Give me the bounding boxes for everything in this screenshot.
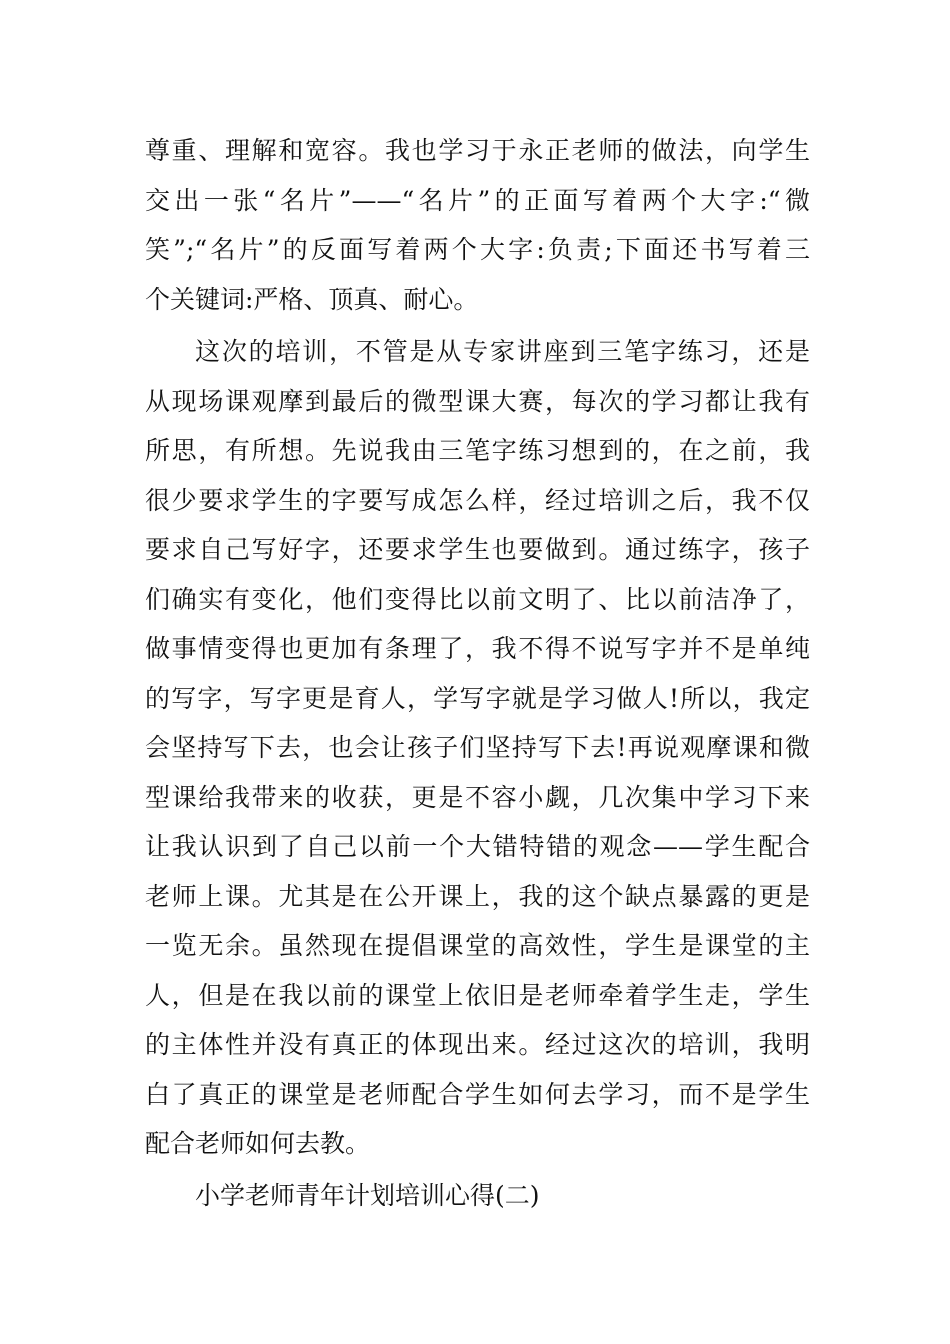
text-line: 型课给我带来的收获，更是不容小觑，几次集中学习下来 — [145, 782, 810, 812]
text-line: 笑”;“名片”的反面写着两个大字:负责;下面还书写着三 — [145, 235, 810, 264]
text-line: 白了真正的课堂是老师配合学生如何去学习，而不是学生 — [145, 1079, 810, 1109]
text-line: 的主体性并没有真正的体现出来。经过这次的培训，我明 — [145, 1030, 810, 1059]
text-line: 们确实有变化，他们变得比以前文明了、比以前洁净了， — [145, 584, 810, 614]
text-line: 很少要求学生的字要写成怎么样，经过培训之后，我不仅 — [145, 485, 810, 515]
text-line: 个关键词:严格、顶真、耐心。 — [145, 284, 479, 314]
text-line: 会坚持写下去，也会让孩子们坚持写下去!再说观摩课和微 — [145, 733, 810, 762]
text-line: 尊重、理解和宽容。我也学习于永正老师的做法，向学生 — [145, 136, 810, 165]
text-line: 交出一张“名片”——“名片”的正面写着两个大字:“微 — [145, 185, 810, 215]
paragraph-1 — [145, 126, 810, 324]
text-line: 让我认识到了自己以前一个大错特错的观念——学生配合 — [145, 832, 810, 861]
text-line: 一览无余。虽然现在提倡课堂的高效性，学生是课堂的主 — [145, 931, 810, 960]
text-line: 从现场课观摩到最后的微型课大赛，每次的学习都让我有 — [145, 386, 810, 416]
paragraph-2 — [145, 327, 810, 1169]
text-line: 老师上课。尤其是在公开课上，我的这个缺点暴露的更是 — [145, 881, 810, 911]
text-line: 要求自己写好字，还要求学生也要做到。通过练字，孩子 — [145, 535, 810, 564]
text-line: 所思，有所想。先说我由三笔字练习想到的，在之前，我 — [145, 436, 810, 465]
text-line: 做事情变得也更加有条理了，我不得不说写字并不是单纯 — [145, 634, 810, 663]
text-line: 的写字，写字更是育人，学写字就是学习做人!所以，我定 — [145, 683, 810, 713]
text-line: 这次的培训，不管是从专家讲座到三笔字练习，还是 — [195, 337, 810, 366]
text-line: 人，但是在我以前的课堂上依旧是老师牵着学生走，学生 — [145, 980, 810, 1010]
text-line: 配合老师如何去教。 — [145, 1129, 371, 1158]
section-heading: 小学老师青年计划培训心得(二) — [195, 1181, 540, 1210]
